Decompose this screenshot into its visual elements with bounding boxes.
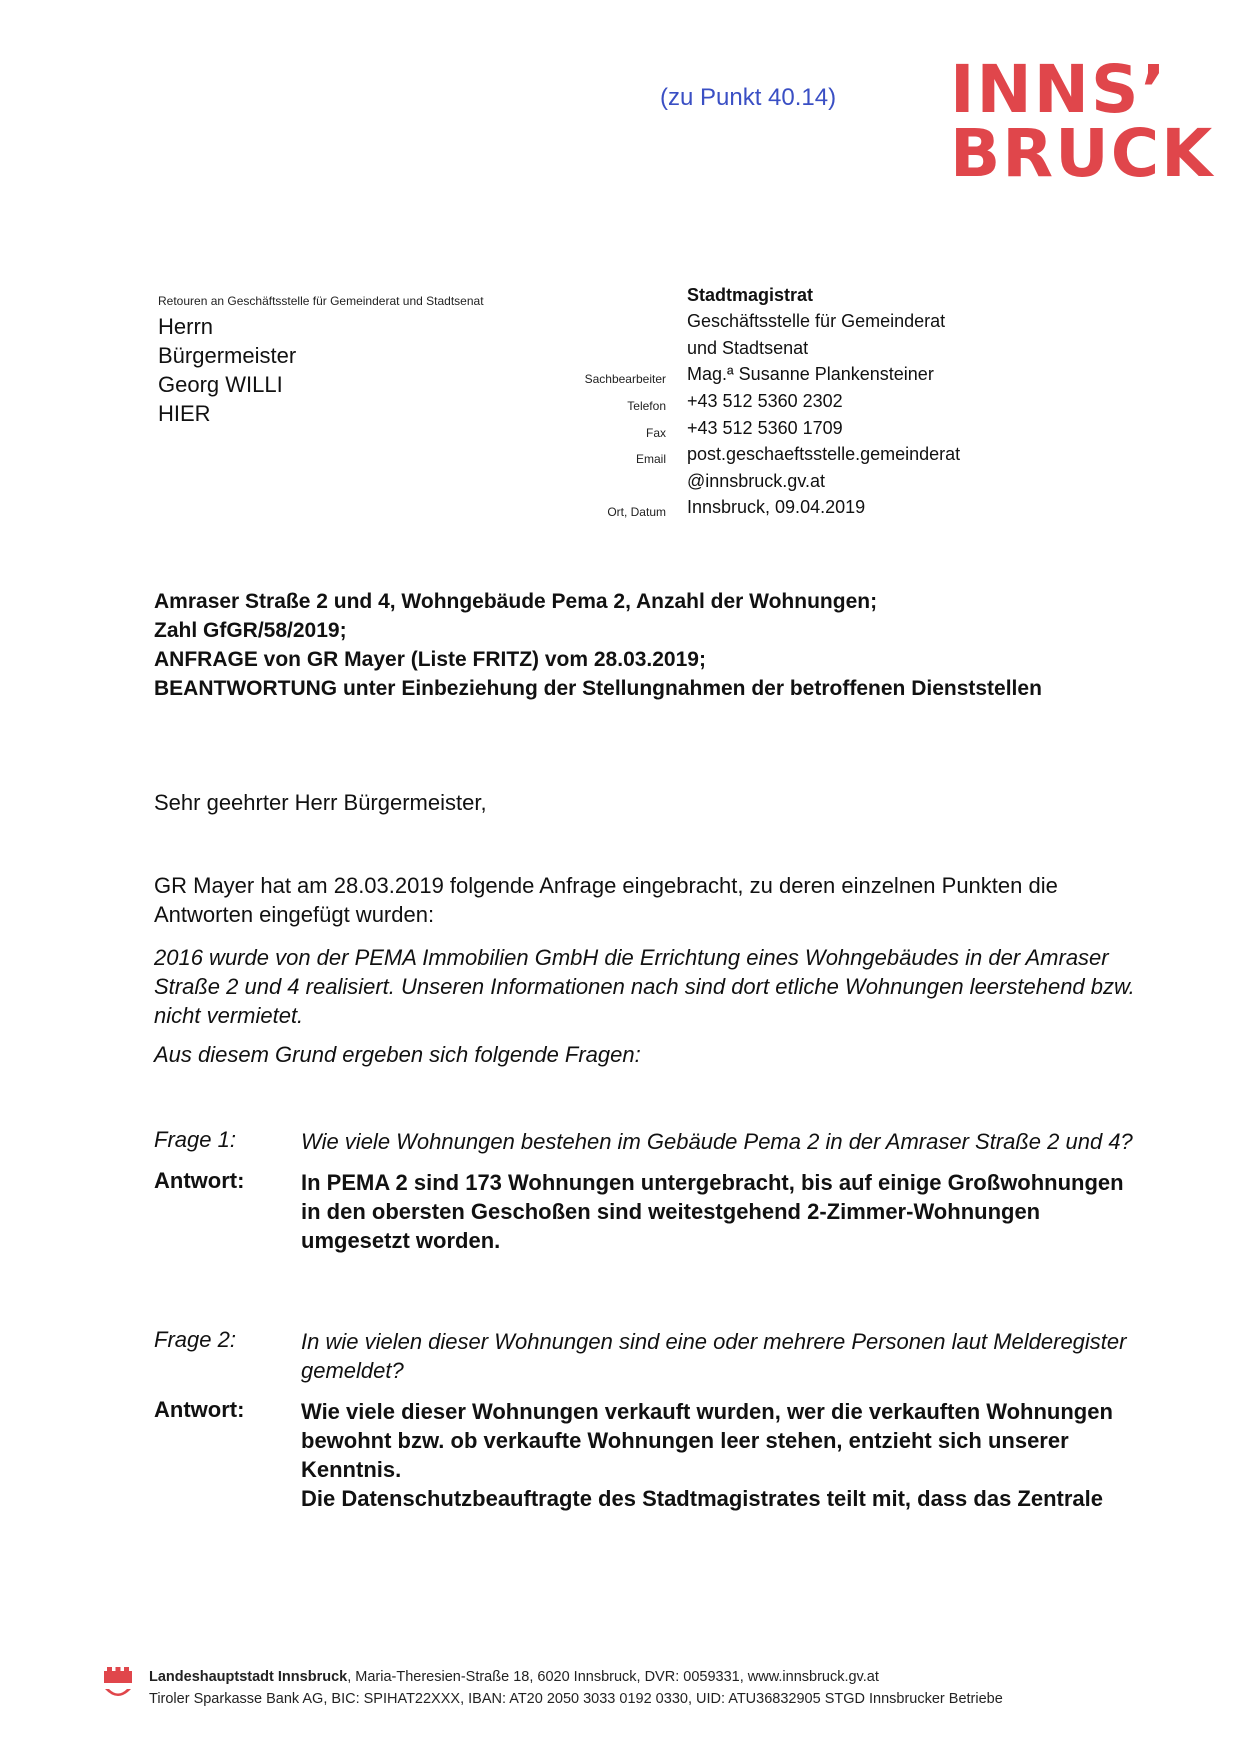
quoted-inquiry-lead: Aus diesem Grund ergeben sich folgende Fragen: <box>154 1042 641 1067</box>
qa-block-1 <box>154 1127 1154 1267</box>
intro-paragraph: GR Mayer hat am 28.03.2019 folgende Anfrage eingebracht, zu deren einzelnen Punkten die Antworten eingefügt wurden: <box>154 873 1058 927</box>
logo-line-1: INNS’ <box>950 51 1168 128</box>
phone-label: Telefon <box>627 399 666 413</box>
question-label: Frage 2: <box>154 1327 236 1352</box>
footer-address: , Maria-Theresien-Straße 18, 6020 Innsbruck, DVR: 0059331, www.innsbruck.gv.at <box>347 1669 879 1685</box>
answer-text <box>301 1397 1141 1513</box>
answer-paragraph: Die Datenschutzbeauftragte des Stadtmagistrates teilt mit, dass das Zentrale <box>301 1486 1104 1511</box>
clerk-label: Sachbearbeiter <box>584 372 666 386</box>
answer-label: Antwort: <box>154 1397 245 1422</box>
footer-bank-line: Tiroler Sparkasse Bank AG, BIC: SPIHAT22XXX, IBAN: AT20 2050 3033 0192 0330, UID: ATU36832905 STGD Innsbrucker Betriebe <box>149 1691 1003 1707</box>
question-text: In wie vielen dieser Wohnungen sind eine oder mehrere Personen laut Melderegister gemeldet? <box>301 1329 1127 1383</box>
question-label: Frage 1: <box>154 1127 236 1152</box>
innsbruck-logo <box>950 51 1215 192</box>
place-date: Innsbruck, 09.04.2019 <box>687 497 866 517</box>
recipient-line: Bürgermeister <box>158 343 297 368</box>
recipient-line: Herrn <box>158 314 214 339</box>
sender-org: Stadtmagistrat <box>687 285 814 305</box>
recipient-line: HIER <box>158 401 211 426</box>
subject-block <box>154 587 1154 703</box>
answer-text: In PEMA 2 sind 173 Wohnungen untergebracht, bis auf einige Großwohnungen in den obersten Geschoßen sind weitestgehend 2-Zimmer-Wohnungen umgesetzt worden. <box>301 1170 1124 1253</box>
city-crest-icon <box>103 1667 133 1705</box>
phone-number: +43 512 5360 2302 <box>687 391 843 411</box>
sender-dept: Geschäftsstelle für Gemeinderat <box>687 311 946 331</box>
answer-paragraph: Wie viele dieser Wohnungen verkauft wurden, wer die verkauften Wohnungen bewohnt bzw. ob verkaufte Wohnungen leer stehen, entzieht sich unserer Kenntnis. <box>301 1399 1113 1482</box>
return-note: Retouren an Geschäftsstelle für Gemeinderat und Stadtsenat <box>158 294 484 308</box>
salutation: Sehr geehrter Herr Bürgermeister, <box>154 790 487 815</box>
question-text: Wie viele Wohnungen bestehen im Gebäude Pema 2 in der Amraser Straße 2 und 4? <box>301 1129 1133 1154</box>
subject-line: ANFRAGE von GR Mayer (Liste FRITZ) vom 28.03.2019; <box>154 648 706 671</box>
qa-block-2 <box>154 1327 1154 1525</box>
clerk-name: Mag.ª Susanne Plankensteiner <box>687 364 934 384</box>
email-label: Email <box>635 452 666 466</box>
fax-number: +43 512 5360 1709 <box>687 418 843 438</box>
logo-line-2: BRUCK <box>950 115 1215 192</box>
footer-address-line <box>149 1669 879 1685</box>
date-label: Ort, Datum <box>607 505 666 519</box>
fax-label: Fax <box>645 426 666 440</box>
email-address-cont: @innsbruck.gv.at <box>687 471 825 491</box>
reference-note: (zu Punkt 40.14) <box>660 84 837 111</box>
answer-label: Antwort: <box>154 1168 245 1193</box>
subject-line: BEANTWORTUNG unter Einbeziehung der Stellungnahmen der betroffenen Dienststellen <box>154 677 1042 700</box>
sender-dept: und Stadtsenat <box>687 338 809 358</box>
footer-org-name: Landeshauptstadt Innsbruck <box>149 1669 348 1685</box>
email-address: post.geschaeftsstelle.gemeinderat <box>687 444 961 464</box>
subject-line: Amraser Straße 2 und 4, Wohngebäude Pema 2, Anzahl der Wohnungen; <box>154 590 878 613</box>
subject-line: Zahl GfGR/58/2019; <box>154 619 347 642</box>
quoted-inquiry: 2016 wurde von der PEMA Immobilien GmbH die Errichtung eines Wohngebäudes in der Amraser Straße 2 und 4 realisiert. Unseren Informationen nach sind dort etliche Wohnungen leerstehend bzw. nicht vermietet. <box>154 945 1135 1028</box>
recipient-line: Georg WILLI <box>158 372 283 397</box>
